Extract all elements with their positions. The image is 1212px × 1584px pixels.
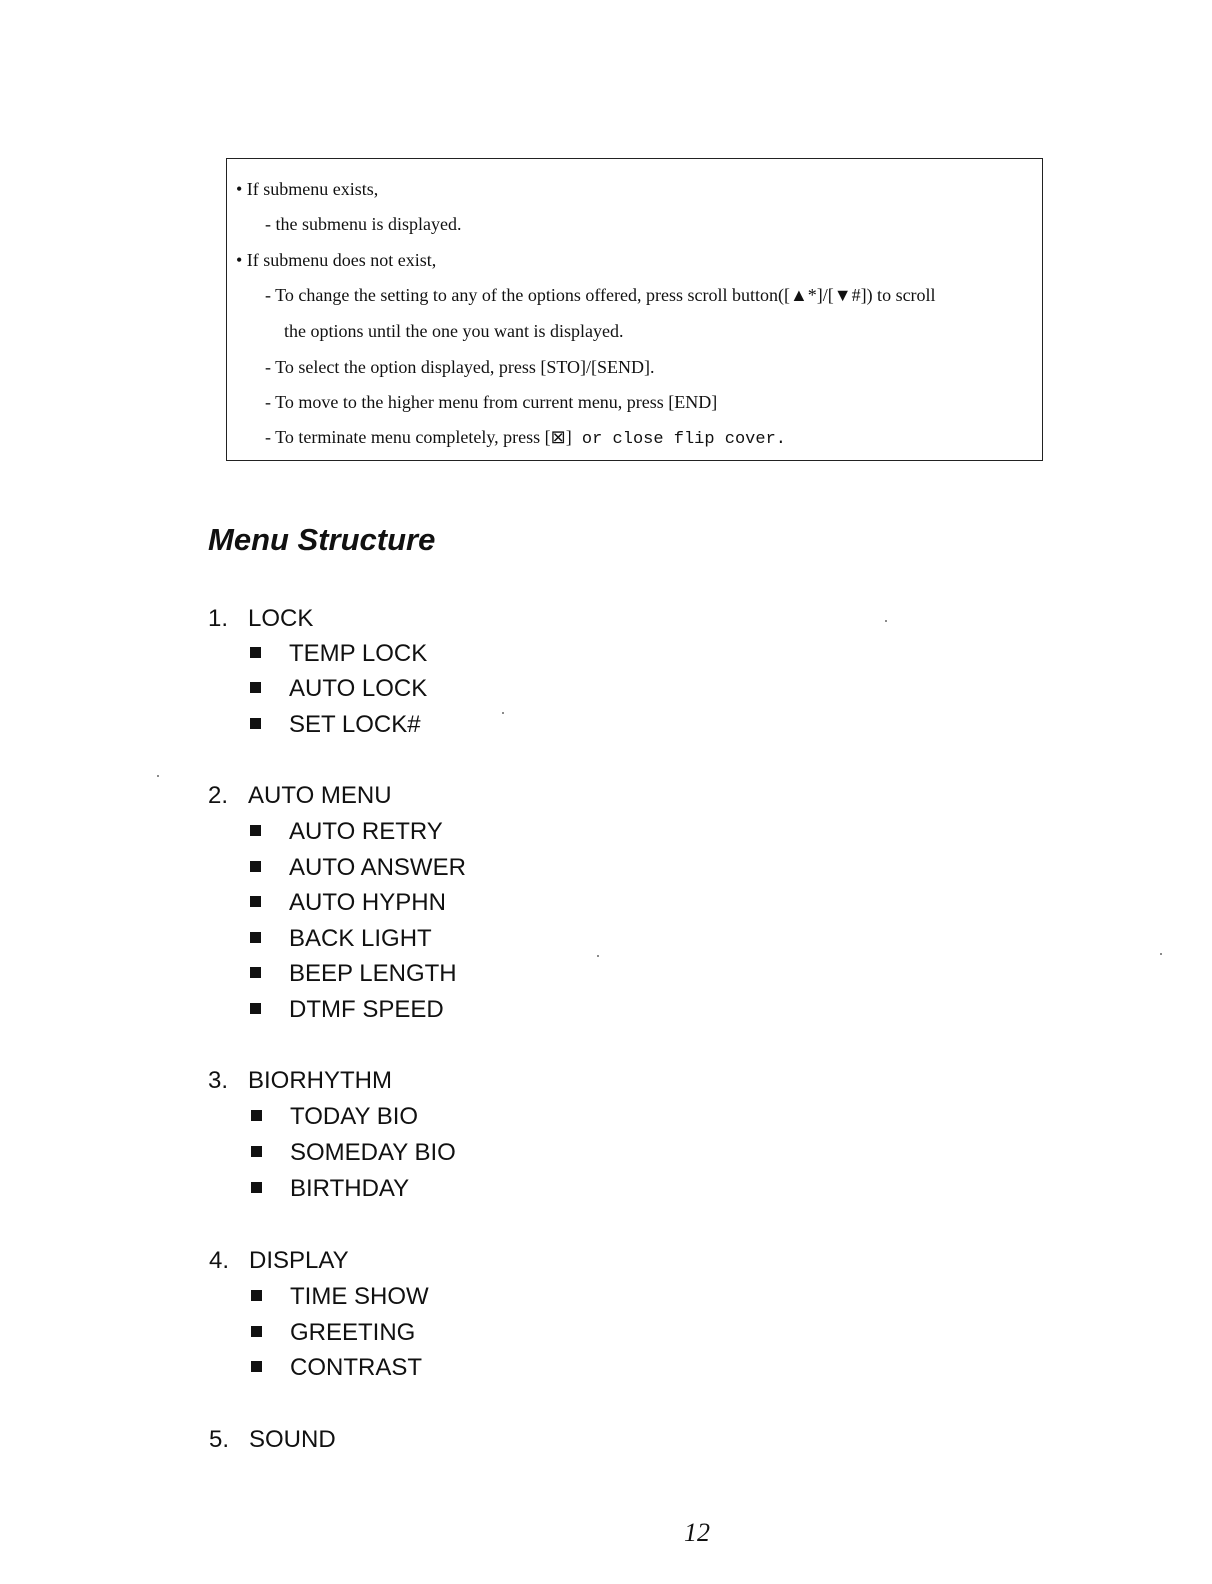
- square-bullet-icon: [250, 932, 261, 943]
- square-bullet-icon: [251, 1290, 262, 1301]
- submenu-item: DTMF SPEED: [250, 995, 444, 1025]
- menu-item-display: [209, 1246, 349, 1276]
- scan-speck: [885, 620, 887, 622]
- square-bullet-icon: [250, 718, 261, 729]
- note-change-line: - To change the setting to any of the options offered, press scroll button([▲*]/[▼#]) to scroll: [265, 285, 936, 305]
- note-move-line: - To move to the higher menu from current menu, press [END]: [265, 392, 718, 412]
- note-terminate-tail: or close flip cover.: [571, 430, 786, 449]
- note-bullet-1: • If submenu exists,: [236, 179, 379, 199]
- submenu-item: BACK LIGHT: [250, 924, 432, 954]
- submenu-item: SET LOCK#: [250, 710, 421, 740]
- submenu-item: AUTO RETRY: [250, 817, 443, 847]
- square-bullet-icon: [250, 647, 261, 658]
- menu-item-lock: [208, 604, 313, 634]
- menu-number: 4.: [209, 1247, 230, 1274]
- note-select-line: - To select the option displayed, press [STO]/[SEND].: [265, 357, 655, 377]
- menu-label: BIORHYTHM: [248, 1067, 392, 1094]
- submenu-item: BEEP LENGTH: [250, 959, 457, 989]
- note-terminate-line: [265, 426, 786, 451]
- square-bullet-icon: [251, 1182, 262, 1193]
- menu-item-sound: [209, 1425, 336, 1455]
- scan-speck: [502, 712, 504, 714]
- submenu-item: SOMEDAY BIO: [251, 1138, 456, 1168]
- submenu-item: BIRTHDAY: [251, 1174, 409, 1204]
- menu-label: LOCK: [248, 605, 314, 632]
- submenu-item: GREETING: [251, 1318, 415, 1348]
- square-bullet-icon: [250, 861, 261, 872]
- square-bullet-icon: [251, 1361, 262, 1372]
- submenu-item: AUTO ANSWER: [250, 853, 466, 883]
- note-terminate-text: - To terminate menu completely, press [⊠]: [265, 427, 572, 447]
- page-number: 12: [684, 1518, 710, 1547]
- submenu-item: AUTO HYPHN: [250, 888, 446, 918]
- scan-speck: [597, 955, 599, 957]
- square-bullet-icon: [251, 1110, 262, 1121]
- menu-number: 2.: [208, 782, 229, 809]
- submenu-item: TEMP LOCK: [250, 639, 427, 669]
- menu-label: AUTO MENU: [248, 782, 392, 809]
- note-bullet-1-sub: - the submenu is displayed.: [265, 214, 462, 234]
- submenu-item: AUTO LOCK: [250, 674, 427, 704]
- menu-label: SOUND: [249, 1426, 336, 1453]
- menu-label: DISPLAY: [249, 1247, 349, 1274]
- note-change-line-cont: the options until the one you want is displayed.: [284, 321, 624, 341]
- square-bullet-icon: [251, 1146, 262, 1157]
- square-bullet-icon: [250, 825, 261, 836]
- square-bullet-icon: [250, 1003, 261, 1014]
- square-bullet-icon: [250, 896, 261, 907]
- square-bullet-icon: [251, 1326, 262, 1337]
- section-title: Menu Structure: [208, 522, 436, 557]
- submenu-item: TIME SHOW: [251, 1282, 429, 1312]
- menu-number: 1.: [208, 605, 229, 632]
- scan-speck: [1160, 953, 1162, 955]
- instructions-box: [226, 158, 1043, 461]
- submenu-item: TODAY BIO: [251, 1102, 418, 1132]
- square-bullet-icon: [250, 967, 261, 978]
- menu-item-auto-menu: [208, 781, 392, 811]
- menu-number: 3.: [208, 1067, 229, 1094]
- submenu-item: CONTRAST: [251, 1353, 422, 1383]
- menu-number: 5.: [209, 1426, 230, 1453]
- note-bullet-2: • If submenu does not exist,: [236, 250, 437, 270]
- square-bullet-icon: [250, 682, 261, 693]
- menu-item-biorhythm: [208, 1066, 392, 1096]
- scan-speck: [157, 775, 159, 777]
